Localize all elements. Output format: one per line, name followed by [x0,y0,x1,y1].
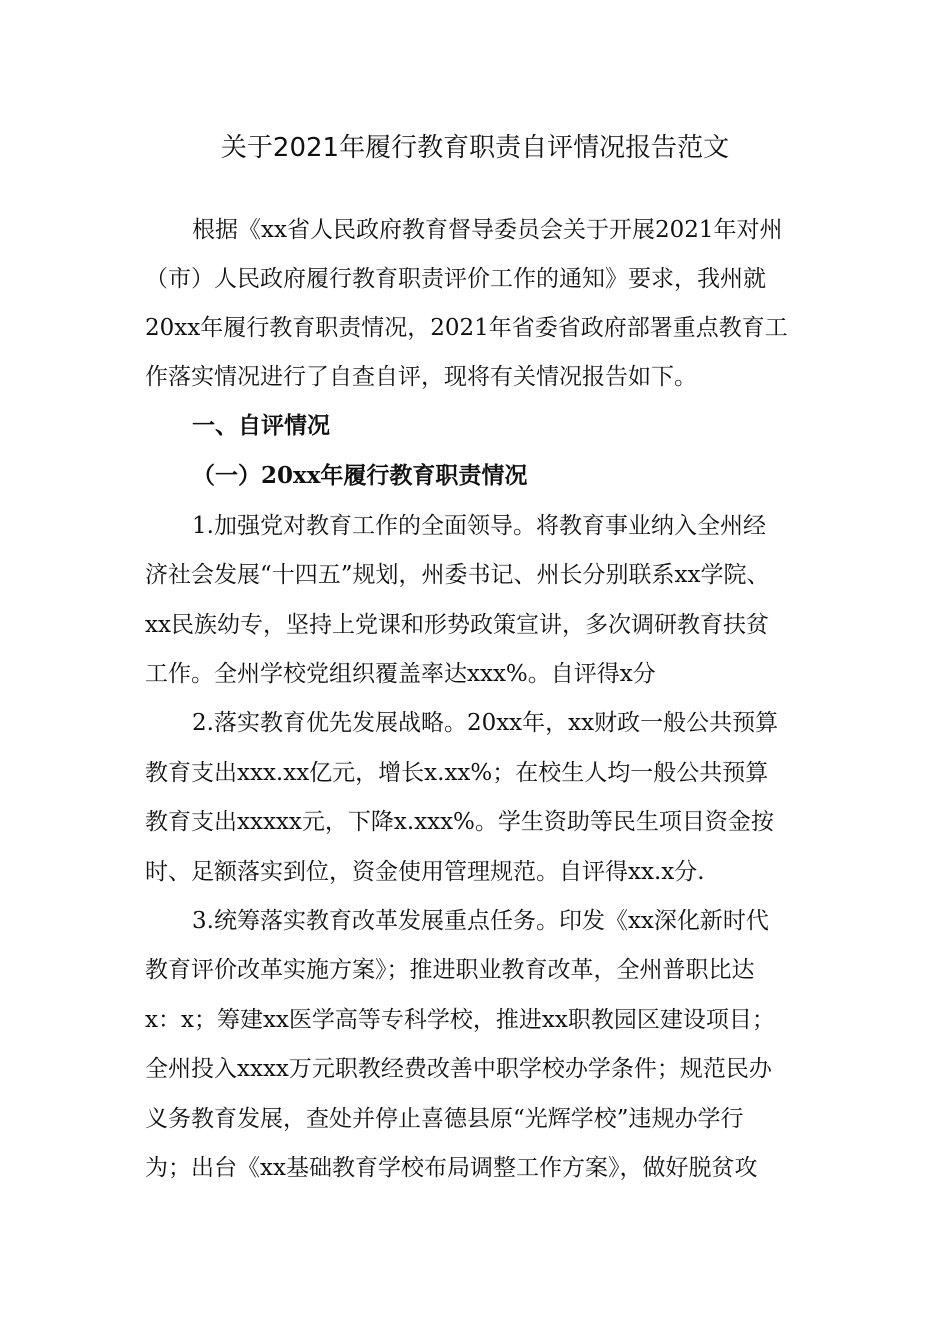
paragraph-line: 2.落实教育优先发展战略。20xx年，xx财政一般公共预算 [192,710,779,736]
section-heading: 一、自评情况 [192,412,330,439]
paragraph-line: 义务教育发展，查处并停止喜德县原“光辉学校”违规办学行 [145,1106,744,1132]
paragraph-line: 工作。全州学校党组织覆盖率达xxx%。自评得x分 [145,661,656,687]
paragraph-line: 为；出台《xx基础教育学校布局调整工作方案》，做好脱贫攻 [145,1155,758,1181]
paragraph-line: 20xx年履行教育职责情况，2021年省委省政府部署重点教育工 [145,315,788,341]
paragraph-line: 根据《xx省人民政府教育督导委员会关于开展2021年对州 [192,217,783,243]
paragraph-line: 全州投入xxxx万元职教经费改善中职学校办学条件；规范民办 [145,1056,772,1082]
paragraph-line: （市）人民政府履行教育职责评价工作的通知》要求，我州就 [145,266,766,292]
paragraph-line: 作落实情况进行了自查自评，现将有关情况报告如下。 [145,364,697,390]
paragraph-line: 济社会发展“十四五”规划，州委书记、州长分别联系xx学院、 [145,562,770,588]
paragraph-line: 教育支出xxx.xx亿元，增长x.xx%；在校生人均一般公共预算 [145,760,769,786]
paragraph-line: 3.统筹落实教育改革发展重点任务。印发《xx深化新时代 [192,908,769,934]
paragraph-line: 1.加强党对教育工作的全面领导。将教育事业纳入全州经 [192,513,766,539]
document-title: 关于2021年履行教育职责自评情况报告范文 [220,133,730,163]
paragraph-line: xx民族幼专，坚持上党课和形势政策宣讲，多次调研教育扶贫 [145,612,769,638]
subsection-heading: （一）20xx年履行教育职责情况 [192,462,528,489]
paragraph-line: 时、足额落实到位，资金使用管理规范。自评得xx.x分. [145,859,705,885]
paragraph-line: 教育支出xxxxx元，下降x.xxx%。学生资助等民生项目资金按 [145,809,774,835]
paragraph-line: 教育评价改革实施方案》；推进职业教育改革，全州普职比达 [145,957,755,983]
paragraph-line: x：x；筹建xx医学高等专科学校，推进xx职教园区建设项目； [145,1007,775,1033]
